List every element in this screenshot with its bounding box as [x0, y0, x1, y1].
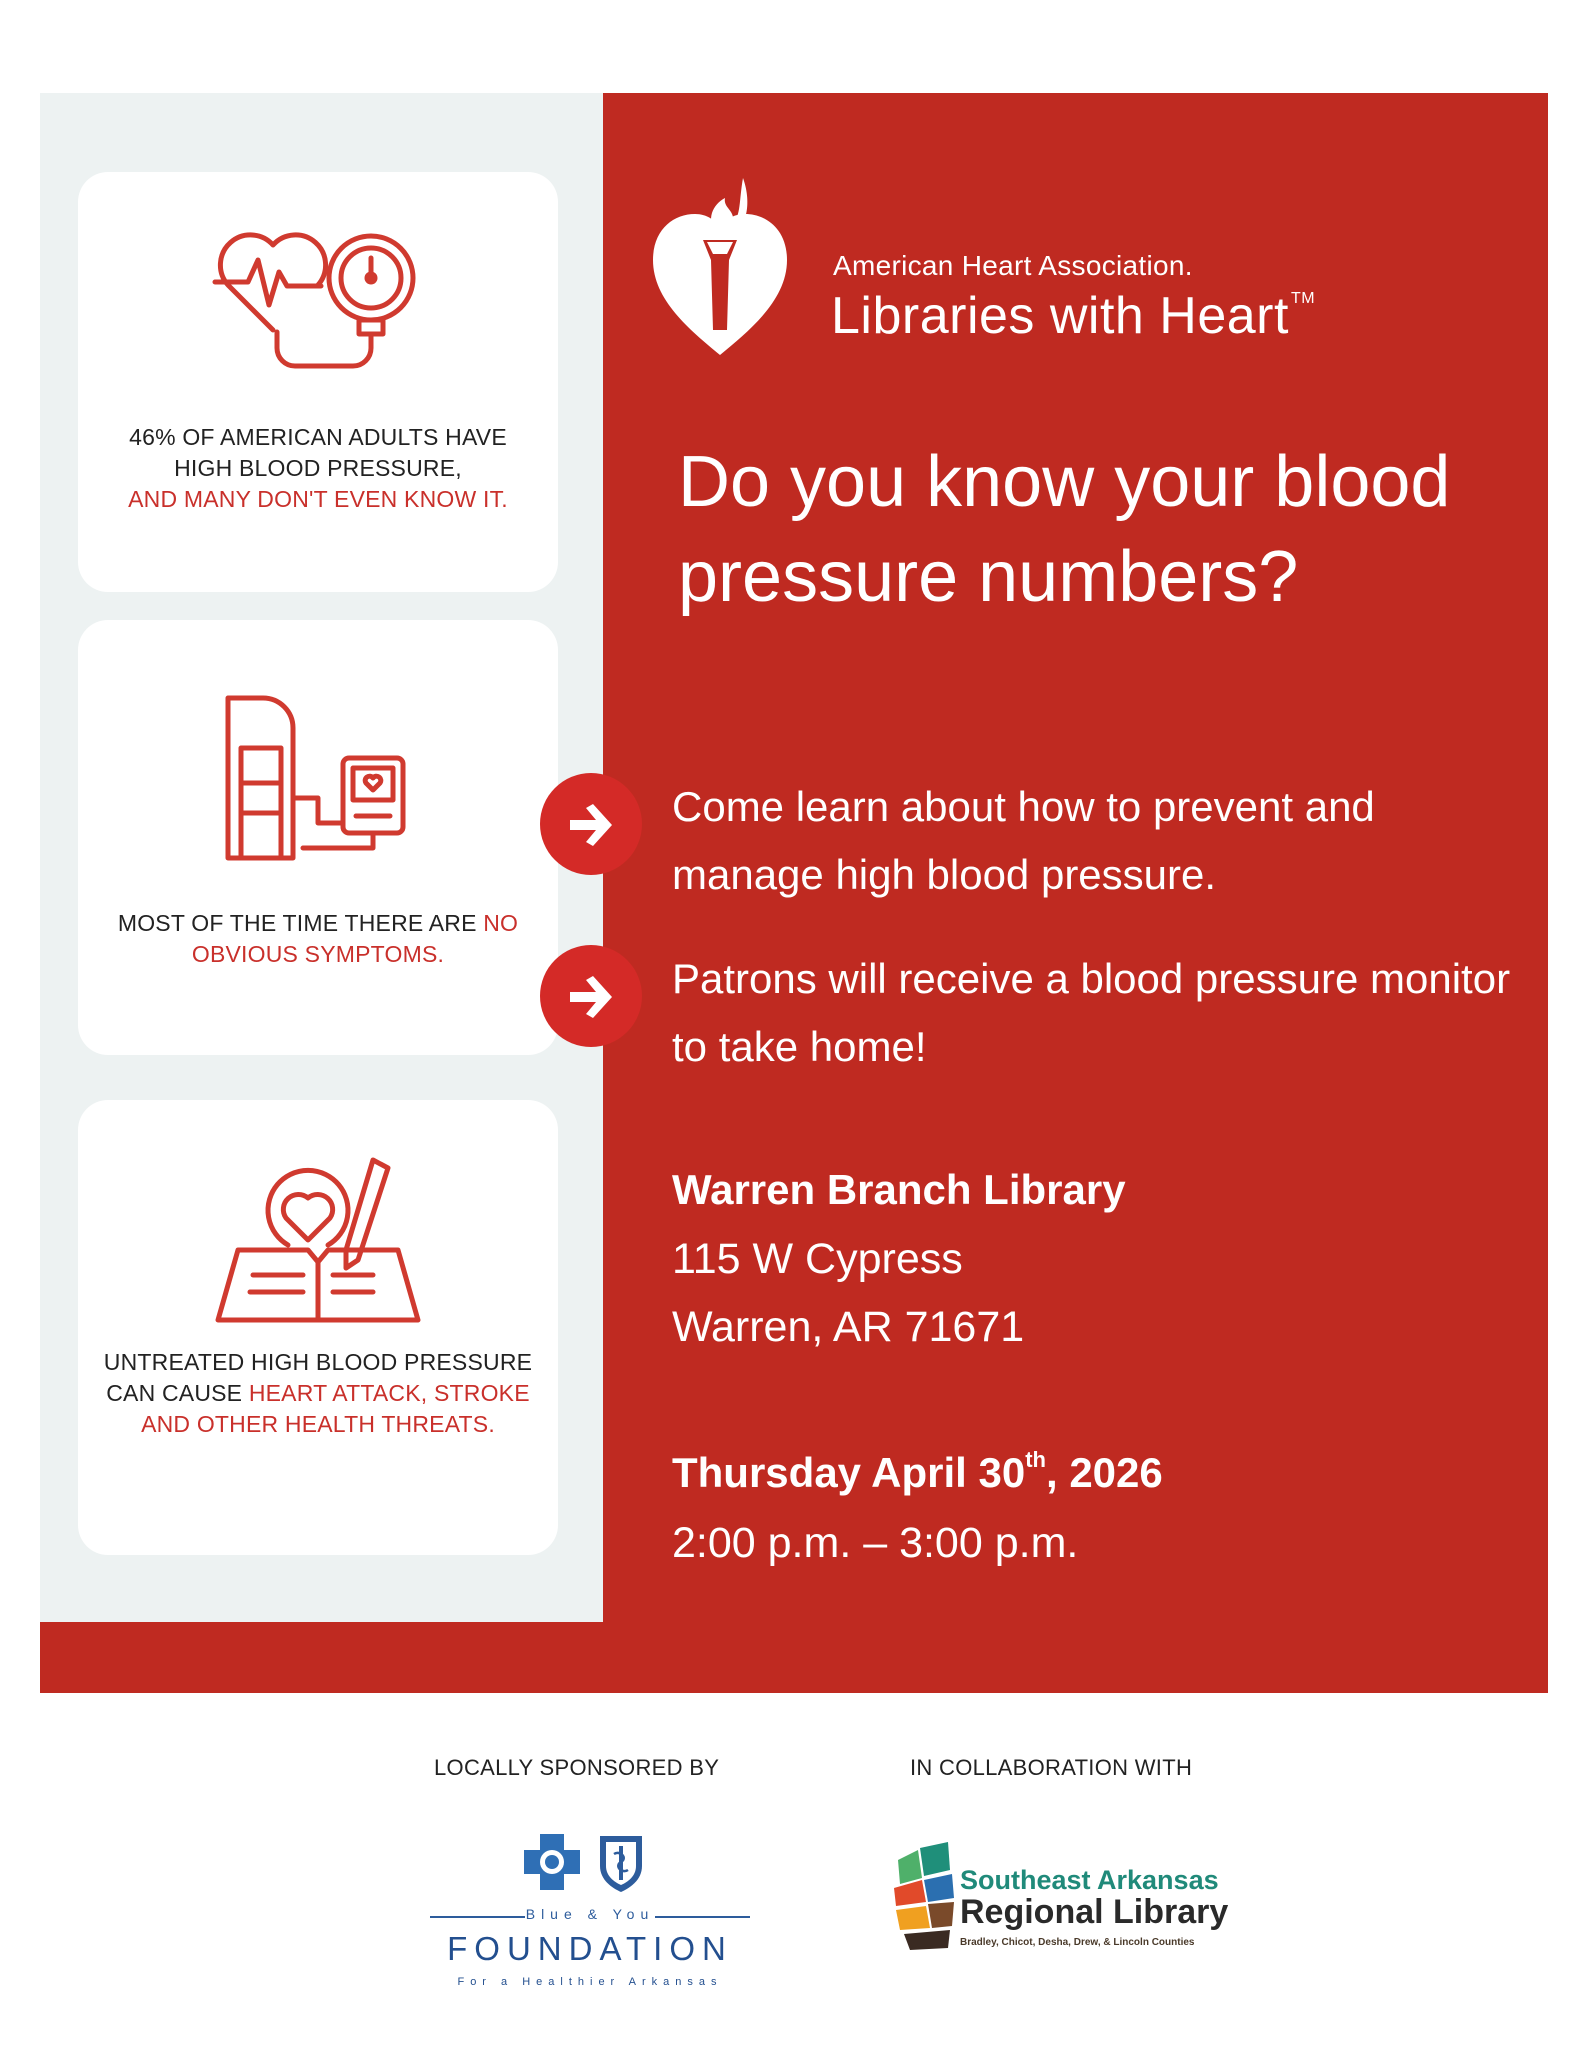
fact-plain-3: UNTREATED HIGH BLOOD PRESSURE CAN CAUSE — [103, 1349, 533, 1406]
heart-pressure-gauge-icon — [78, 220, 558, 380]
fact-highlight-1: AND MANY DON'T EVEN KNOW IT. — [128, 486, 508, 512]
library-name-line2: Regional Library — [960, 1893, 1229, 1931]
headline: Do you know your blood pressure numbers? — [678, 442, 1451, 617]
fact-text-3 — [98, 1347, 538, 1440]
event-time: 2:00 p.m. – 3:00 p.m. — [672, 1519, 1079, 1567]
red-bottom-band — [40, 1622, 1548, 1693]
bullet-text-1: Come learn about how to prevent and manage high blood pressure. — [672, 783, 1375, 898]
event-date-block — [672, 1425, 1472, 1578]
bcbs-tagline: For a Healthier Arkansas — [457, 1976, 723, 1988]
bullet-text-2: Patrons will receive a blood pressure monitor to take home! — [672, 955, 1511, 1070]
arrow-right-icon — [540, 945, 642, 1047]
bullet-1 — [540, 773, 1540, 898]
heart-journal-icon — [78, 1150, 558, 1330]
regional-library-logo — [890, 1835, 1280, 1975]
event-year: , 2026 — [1045, 1449, 1163, 1496]
fact-text-2 — [98, 908, 538, 970]
event-day: Thursday April 30 — [672, 1449, 1026, 1496]
program-name-text: Libraries with Heart — [831, 287, 1289, 345]
fact-card-3 — [78, 1100, 558, 1555]
venue-city: Warren, AR 71671 — [672, 1303, 1025, 1351]
sponsor-label-left: LOCALLY SPONSORED BY — [434, 1755, 720, 1780]
venue-street: 115 W Cypress — [672, 1235, 963, 1283]
organization-name: American Heart Association. — [833, 250, 1193, 281]
arrow-right-icon — [540, 773, 642, 875]
library-counties: Bradley, Chicot, Desha, Drew, & Lincoln Counties — [960, 1937, 1195, 1948]
fact-plain-1: 46% OF AMERICAN ADULTS HAVE HIGH BLOOD PRESSURE, — [129, 424, 507, 481]
blood-pressure-monitor-icon — [78, 688, 558, 863]
bcbs-foundation-text: FOUNDATION — [447, 1930, 733, 1967]
aha-logo-block — [645, 170, 1525, 370]
fact-highlight-3: HEART ATTACK, STROKE AND OTHER HEALTH THREATS. — [141, 1380, 530, 1437]
fact-card-1 — [78, 172, 558, 592]
event-date — [672, 1425, 1472, 1508]
cross-shield-logo-icon — [520, 1830, 660, 1896]
heart-torch-logo-icon — [645, 170, 795, 370]
venue-block — [672, 1155, 1472, 1361]
bcbs-small-text: Blue & You — [525, 1906, 655, 1922]
fact-plain-2: MOST OF THE TIME THERE ARE — [117, 910, 477, 936]
library-name-line1: Southeast Arkansas — [960, 1865, 1219, 1895]
venue-name: Warren Branch Library — [672, 1166, 1126, 1213]
fact-highlight-2: NO OBVIOUS SYMPTOMS. — [191, 910, 519, 967]
bullet-2 — [540, 945, 1540, 1070]
bcbs-foundation-logo — [420, 1830, 760, 2000]
trademark-mark: TM — [1290, 290, 1316, 307]
sponsor-label-right: IN COLLABORATION WITH — [910, 1755, 1193, 1780]
fact-card-2 — [78, 620, 558, 1055]
fact-text-1 — [98, 422, 538, 515]
program-name — [831, 286, 1315, 346]
event-day-suffix: th — [1025, 1447, 1046, 1472]
library-mosaic-logo-icon — [890, 1840, 956, 1955]
